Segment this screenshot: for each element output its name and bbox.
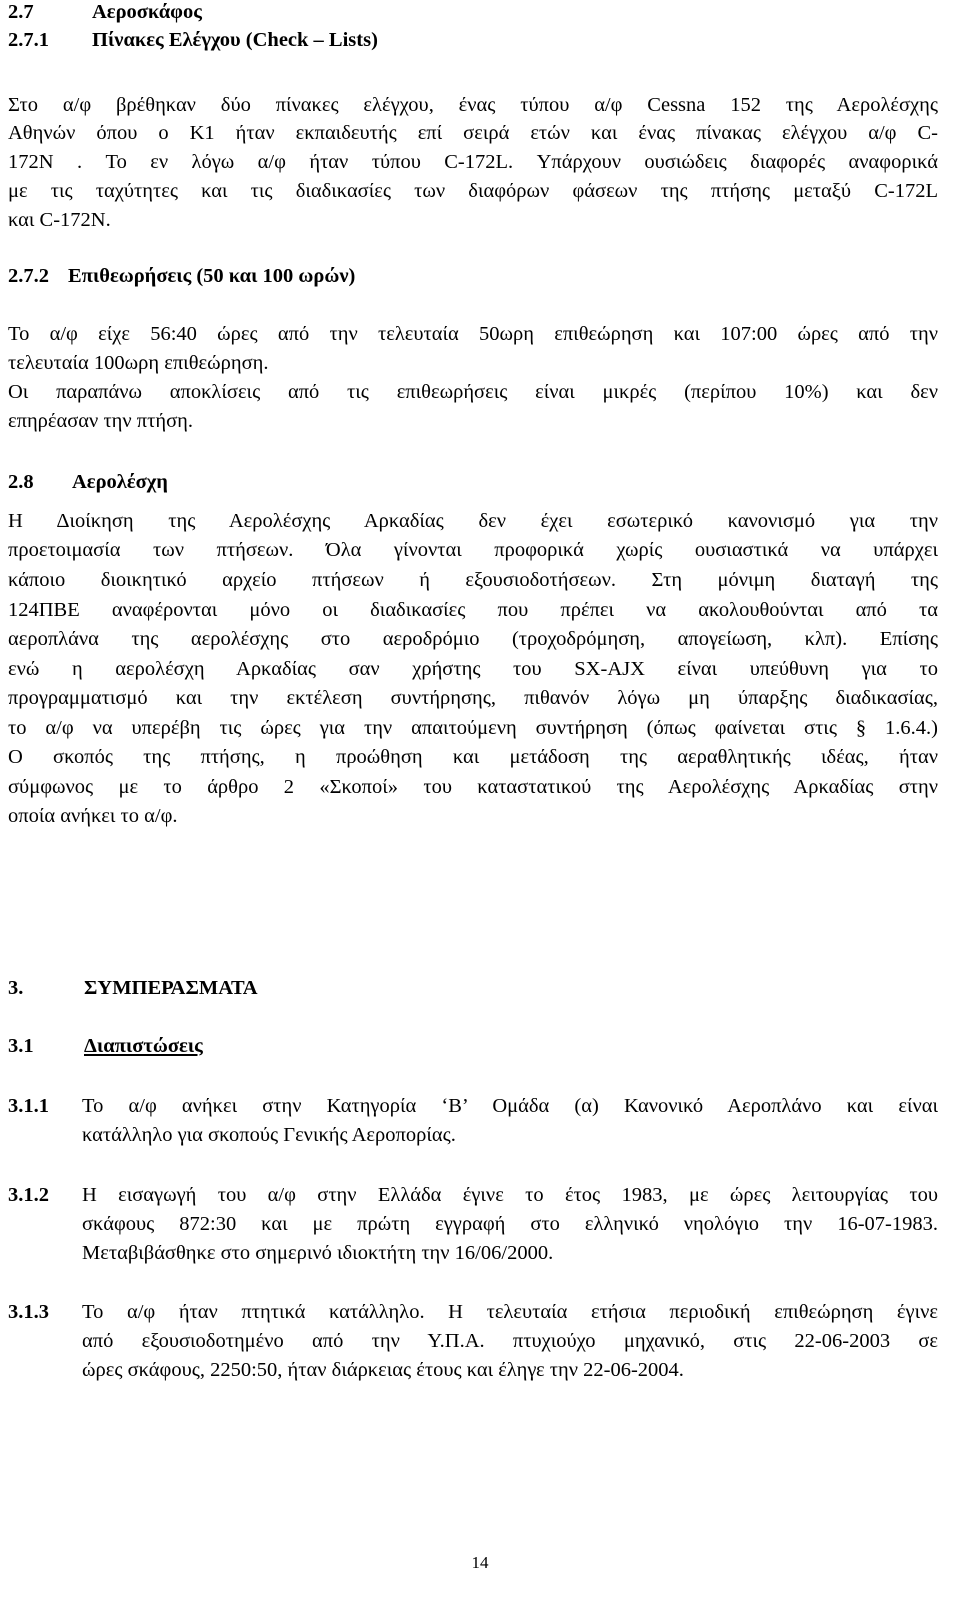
paragraph-line: 172N . Το εν λόγω α/φ ήταν τύπου C-172L. Υπάρχουν ουσιώδεις διαφορές αναφορικά <box>8 151 938 173</box>
paragraph-line: το α/φ να υπερέβη τις ώρες για την απαιτούμενη συντήρηση (όπως φαίνεται στις § 1.6.4.) <box>8 717 938 739</box>
paragraph-line: επηρέασαν την πτήση. <box>8 410 194 432</box>
page-number: 14 <box>471 1553 489 1572</box>
section-heading-2-7: 2.7 Αεροσκάφος <box>8 1 202 23</box>
finding-line: ώρες σκάφους, 2250:50, ήταν διάρκειας έτους και έληγε την 22-06-2004. <box>82 1359 684 1381</box>
paragraph-line: κάποιο διοικητικό αρχείο πτήσεων ή εξουσιοδοτήσεων. Στη μόνιμη διαταγή της <box>8 569 938 591</box>
paragraph-line: προγραμματισμό και την εκτέλεση συντήρησης, πιθανόν λόγω μη ύπαρξης διαδικασίας, <box>8 687 938 709</box>
finding-line: κατάλληλο για σκοπούς Γενικής Αεροπορίας. <box>82 1124 456 1146</box>
paragraph-line: αεροπλάνα της αερολέσχης στο αεροδρόμιο (τροχοδρόμηση, απογείωση, κλπ). Επίσης <box>8 628 938 650</box>
finding-number-3-1-2: 3.1.2 <box>8 1184 49 1206</box>
paragraph-line: προετοιμασία των πτήσεων. Όλα γίνονται προφορικά χωρίς ουσιαστικά να υπάρχει <box>8 539 938 561</box>
paragraph-line: Η Διοίκηση της Αερολέσχης Αρκαδίας δεν έχει εσωτερικό κανονισμό για την <box>8 510 938 532</box>
paragraph-line: τελευταία 100ωρη επιθεώρηση. <box>8 352 269 374</box>
finding-line: από εξουσιοδοτημένο από την Υ.Π.Α. πτυχιούχο μηχανικό, στις 22-06-2003 σε <box>82 1330 938 1352</box>
paragraph-line: 124ΠΒΕ αναφέρονται μόνο οι διαδικασίες που πρέπει να ακολουθούνται από τα <box>8 599 938 621</box>
finding-line: σκάφους 872:30 και με πρώτη εγγραφή στο ελληνικό νηολόγιο την 16-07-1983. <box>82 1213 938 1235</box>
section-heading-2-7-1: 2.7.1 Πίνακες Ελέγχου (Check – Lists) <box>8 29 378 51</box>
paragraph-line: οποία ανήκει το α/φ. <box>8 805 178 827</box>
finding-line: Το α/φ ήταν πτητικά κατάλληλο. Η τελευταία ετήσια περιοδική επιθεώρηση έγινε <box>82 1301 938 1323</box>
section-heading-3-1: 3.1 Διαπιστώσεις <box>8 1035 203 1057</box>
paragraph-line: Στο α/φ βρέθηκαν δύο πίνακες ελέγχου, ένας τύπου α/φ Cessna 152 της Αερολέσχης <box>8 94 938 116</box>
finding-number-3-1-3: 3.1.3 <box>8 1301 49 1323</box>
section-heading-2-7-2: 2.7.2 Επιθεωρήσεις (50 και 100 ωρών) <box>8 265 356 287</box>
paragraph-line: Οι παραπάνω αποκλίσεις από τις επιθεωρήσεις είναι μικρές (περίπου 10%) και δεν <box>8 381 938 403</box>
section-heading-2-8: 2.8 Αερολέσχη <box>8 471 168 493</box>
finding-line: Το α/φ ανήκει στην Κατηγορία ‘Β’ Ομάδα (α) Κανονικό Αεροπλάνο και είναι <box>82 1095 938 1117</box>
chapter-heading-3: 3. ΣΥΜΠΕΡΑΣΜΑΤΑ <box>8 977 258 999</box>
paragraph-line: με τις ταχύτητες και τις διαδικασίες των διαφόρων φάσεων της πτήσης μεταξύ C-172L <box>8 180 938 202</box>
finding-line: Μεταβιβάσθηκε στο σημερινό ιδιοκτήτη την 16/06/2000. <box>82 1242 554 1264</box>
finding-number-3-1-1: 3.1.1 <box>8 1095 49 1117</box>
paragraph-line: Αθηνών όπου ο Κ1 ήταν εκπαιδευτής επί σειρά ετών και ένας πίνακας ελέγχου α/φ C- <box>8 122 938 144</box>
paragraph-line: σύμφωνος με το άρθρο 2 «Σκοποί» του καταστατικού της Αερολέσχης Αρκαδίας στην <box>8 776 938 798</box>
finding-line: Η εισαγωγή του α/φ στην Ελλάδα έγινε το έτος 1983, με ώρες λειτουργίας του <box>82 1184 938 1206</box>
paragraph-line: Το α/φ είχε 56:40 ώρες από την τελευταία 50ωρη επιθεώρηση και 107:00 ώρες από την <box>8 323 938 345</box>
paragraph-line: και C-172N. <box>8 209 111 231</box>
paragraph-line: Ο σκοπός της πτήσης, η προώθηση και μετάδοση της αεραθλητικής ιδέας, ήταν <box>8 746 938 768</box>
paragraph-line: ενώ η αερολέσχη Αρκαδίας σαν χρήστης του SX-AJX είναι υπεύθυνη για το <box>8 658 938 680</box>
